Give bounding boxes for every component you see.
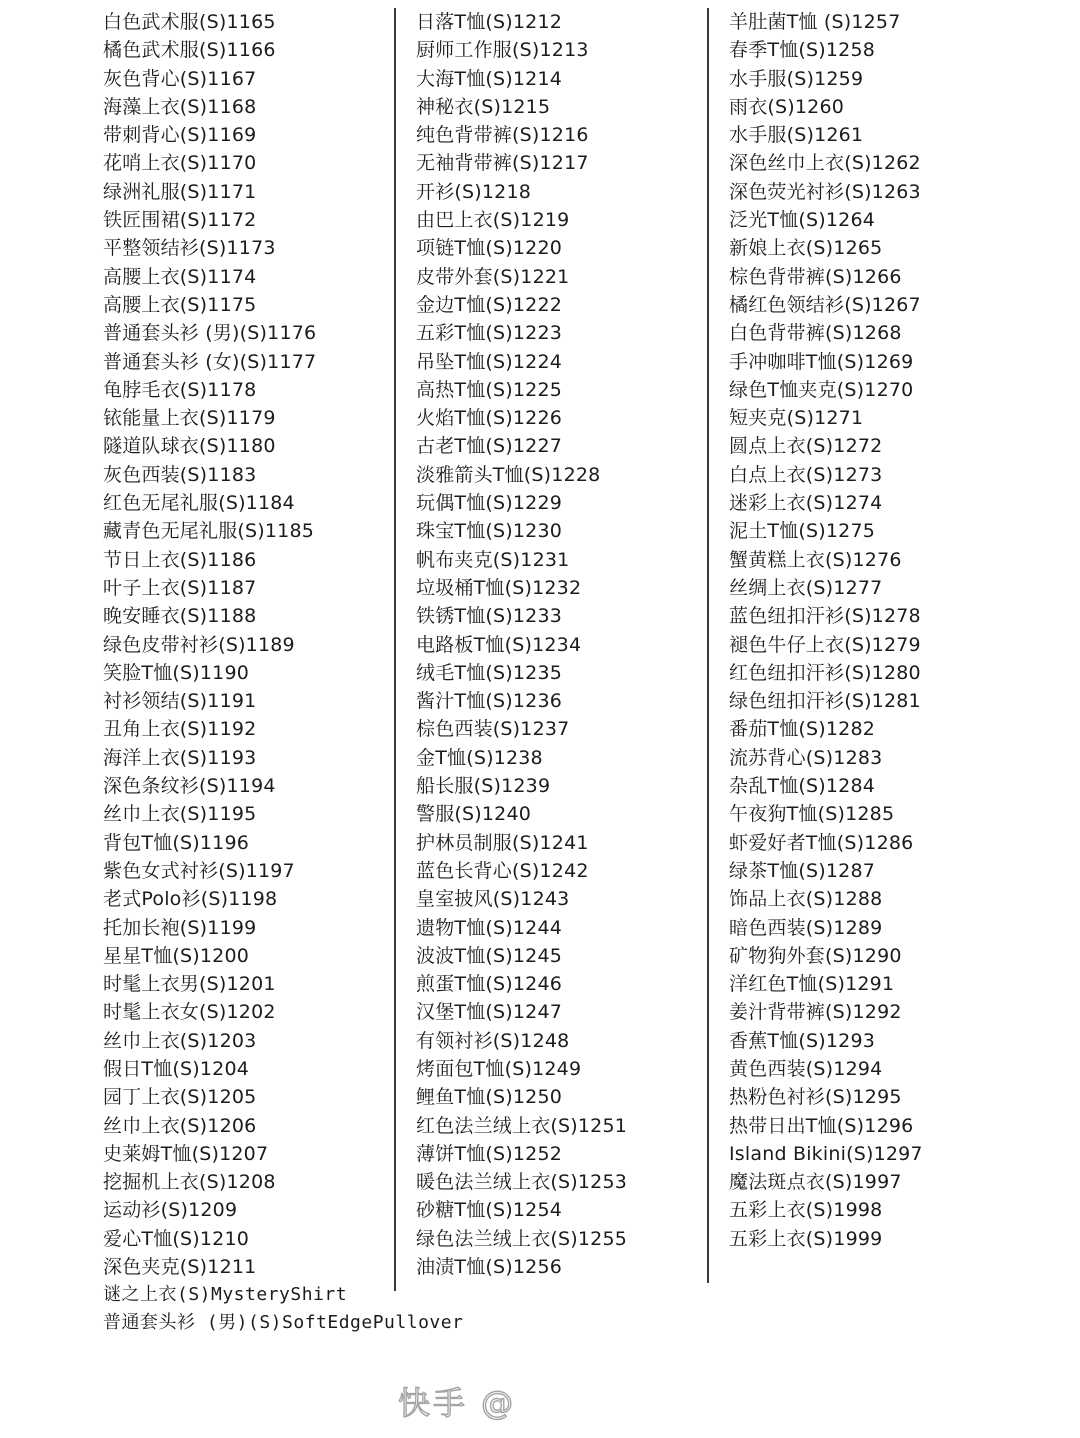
- list-item: 丑角上衣(S)1192: [103, 718, 257, 741]
- list-item: 水手服(S)1261: [729, 124, 864, 147]
- list-item: 绿色纽扣汗衫(S)1281: [729, 690, 921, 713]
- list-item: 星星T恤(S)1200: [103, 944, 250, 967]
- list-item: 平整领结衫(S)1173: [103, 237, 276, 260]
- list-item: 海洋上衣(S)1193: [103, 746, 257, 769]
- list-item: 帆布夹克(S)1231: [416, 548, 570, 571]
- list-item: 魔法斑点衣(S)1997: [729, 1171, 902, 1194]
- extra-items: [103, 1281, 463, 1338]
- list-item: 玩偶T恤(S)1229: [416, 492, 563, 515]
- list-item: 棕色西装(S)1237: [416, 718, 570, 741]
- list-item: 迷彩上衣(S)1274: [729, 492, 883, 515]
- list-item: 高热T恤(S)1225: [416, 378, 563, 401]
- list-item: 吊坠T恤(S)1224: [416, 350, 563, 373]
- list-item: 普通套头衫 (女)(S)1177: [103, 350, 317, 373]
- list-item: 鲤鱼T恤(S)1250: [416, 1086, 563, 1109]
- list-item: 古老T恤(S)1227: [416, 435, 563, 458]
- list-item: 丝绸上衣(S)1277: [729, 576, 883, 599]
- list-item: 圆点上衣(S)1272: [729, 435, 883, 458]
- list-item: 热带日出T恤(S)1296: [729, 1114, 914, 1137]
- list-item: 手冲咖啡T恤(S)1269: [729, 350, 914, 373]
- list-item: 橘色武术服(S)1166: [103, 39, 276, 62]
- list-item: 雨衣(S)1260: [729, 95, 845, 118]
- list-item: 泛光T恤(S)1264: [729, 209, 876, 232]
- list-item-soft-edge-pullover: 普通套头衫 (男)(S)SoftEdgePullover: [103, 1312, 464, 1334]
- list-item: 热粉色衬衫(S)1295: [729, 1086, 902, 1109]
- list-item: 午夜狗T恤(S)1285: [729, 803, 895, 826]
- list-item: 电路板T恤(S)1234: [416, 633, 582, 656]
- list-item: 绿洲礼服(S)1171: [103, 180, 257, 203]
- list-item: 虾爱好者T恤(S)1286: [729, 831, 914, 854]
- list-item: 蟹黄糕上衣(S)1276: [729, 548, 902, 571]
- list-item: 短夹克(S)1271: [729, 407, 864, 430]
- list-item: 托加长袍(S)1199: [103, 916, 257, 939]
- list-item: 带刺背心(S)1169: [103, 124, 257, 147]
- list-item: 龟脖毛衣(S)1178: [103, 378, 257, 401]
- list-item: 遗物T恤(S)1244: [416, 916, 563, 939]
- list-item: 五彩上衣(S)1998: [729, 1199, 883, 1222]
- list-item: 蓝色长背心(S)1242: [416, 859, 589, 882]
- list-item: 绒毛T恤(S)1235: [416, 661, 563, 684]
- list-item: 园丁上衣(S)1205: [103, 1086, 257, 1109]
- list-item: 项链T恤(S)1220: [416, 237, 563, 260]
- list-item: 由巴上衣(S)1219: [416, 209, 570, 232]
- list-item: 节日上衣(S)1186: [103, 548, 257, 571]
- list-item: 白色武术服(S)1165: [103, 11, 276, 33]
- list-item: 叶子上衣(S)1187: [103, 576, 257, 599]
- list-item: 砂糖T恤(S)1254: [416, 1199, 563, 1222]
- list-item: 老式Polo衫(S)1198: [103, 888, 278, 911]
- list-item: 挖掘机上衣(S)1208: [103, 1171, 276, 1194]
- list-item: 姜汁背带裤(S)1292: [729, 1001, 902, 1024]
- shirt-list-column-3: [729, 8, 1039, 1253]
- kuaishou-watermark: 快手 @: [398, 1384, 517, 1422]
- list-item: 白点上衣(S)1273: [729, 463, 883, 486]
- list-item: 暗色西装(S)1289: [729, 916, 883, 939]
- list-item: 红色法兰绒上衣(S)1251: [416, 1114, 628, 1137]
- list-item: 爱心T恤(S)1210: [103, 1227, 250, 1250]
- list-item: 丝巾上衣(S)1203: [103, 1029, 257, 1052]
- list-item: 纯色背带裤(S)1216: [416, 124, 589, 147]
- list-item: 烤面包T恤(S)1249: [416, 1057, 582, 1080]
- list-item: 护林员制服(S)1241: [416, 831, 589, 854]
- list-item: 时髦上衣女(S)1202: [103, 1001, 276, 1024]
- list-item: 假日T恤(S)1204: [103, 1057, 250, 1080]
- list-item: 背包T恤(S)1196: [103, 831, 250, 854]
- list-item: 黄色西装(S)1294: [729, 1057, 883, 1080]
- list-item: 褪色牛仔上衣(S)1279: [729, 633, 921, 656]
- list-item: 高腰上衣(S)1175: [103, 293, 257, 316]
- list-item: 深色丝巾上衣(S)1262: [729, 152, 921, 175]
- list-item: 泥土T恤(S)1275: [729, 520, 876, 543]
- list-item: 藏青色无尾礼服(S)1185: [103, 520, 315, 543]
- list-item: 日落T恤(S)1212: [416, 11, 563, 33]
- list-item: 绿茶T恤(S)1287: [729, 859, 876, 882]
- list-item: 波波T恤(S)1245: [416, 944, 563, 967]
- list-item: 汉堡T恤(S)1247: [416, 1001, 563, 1024]
- list-item: 煎蛋T恤(S)1246: [416, 973, 563, 996]
- list-item: 高腰上衣(S)1174: [103, 265, 257, 288]
- list-item: 暖色法兰绒上衣(S)1253: [416, 1171, 628, 1194]
- column-divider-2: [707, 8, 709, 1283]
- list-item: 花哨上衣(S)1170: [103, 152, 257, 175]
- list-item: 火焰T恤(S)1226: [416, 407, 563, 430]
- list-item: 杂乱T恤(S)1284: [729, 775, 876, 798]
- list-item: 洋红色T恤(S)1291: [729, 973, 895, 996]
- list-item: 番茄T恤(S)1282: [729, 718, 876, 741]
- list-item: 垃圾桶T恤(S)1232: [416, 576, 582, 599]
- list-item: 运动衫(S)1209: [103, 1199, 238, 1222]
- list-item: 铁匠围裙(S)1172: [103, 209, 257, 232]
- list-item: 香蕉T恤(S)1293: [729, 1029, 876, 1052]
- list-item: 淡雅箭头T恤(S)1228: [416, 463, 601, 486]
- list-item: 船长服(S)1239: [416, 775, 551, 798]
- list-item: 史莱姆T恤(S)1207: [103, 1142, 269, 1165]
- list-item: 绿色法兰绒上衣(S)1255: [416, 1227, 628, 1250]
- list-item: 普通套头衫 (男)(S)1176: [103, 322, 317, 345]
- list-item: 神秘衣(S)1215: [416, 95, 551, 118]
- list-item: Island Bikini(S)1297: [729, 1142, 923, 1165]
- list-item: 皇室披风(S)1243: [416, 888, 570, 911]
- list-item: 深色条纹衫(S)1194: [103, 775, 276, 798]
- list-item: 流苏背心(S)1283: [729, 746, 883, 769]
- list-item: 酱汁T恤(S)1236: [416, 690, 563, 713]
- list-item: 丝巾上衣(S)1195: [103, 803, 257, 826]
- list-item: 晚安睡衣(S)1188: [103, 605, 257, 628]
- list-item: 薄饼T恤(S)1252: [416, 1142, 563, 1165]
- list-item: 五彩上衣(S)1999: [729, 1227, 883, 1250]
- list-item: 矿物狗外套(S)1290: [729, 944, 902, 967]
- list-item-mystery-shirt: 谜之上衣(S)MysteryShirt: [103, 1284, 348, 1305]
- shirt-list-column-1: [103, 8, 393, 1281]
- list-item: 铁锈T恤(S)1233: [416, 605, 563, 628]
- list-item: 金T恤(S)1238: [416, 746, 543, 769]
- list-item: 春季T恤(S)1258: [729, 39, 876, 62]
- list-item: 绿色T恤夹克(S)1270: [729, 378, 914, 401]
- list-item: 深色夹克(S)1211: [103, 1256, 257, 1279]
- list-item: 新娘上衣(S)1265: [729, 237, 883, 260]
- list-item: 警服(S)1240: [416, 803, 532, 826]
- list-item: 时髦上衣男(S)1201: [103, 973, 276, 996]
- list-item: 海藻上衣(S)1168: [103, 95, 257, 118]
- list-item: 橘红色领结衫(S)1267: [729, 293, 921, 316]
- list-item: 珠宝T恤(S)1230: [416, 520, 563, 543]
- list-item: 红色无尾礼服(S)1184: [103, 492, 295, 515]
- list-item: 皮带外套(S)1221: [416, 265, 570, 288]
- list-item: 油渍T恤(S)1256: [416, 1256, 563, 1279]
- list-item: 棕色背带裤(S)1266: [729, 265, 902, 288]
- list-item: 金边T恤(S)1222: [416, 293, 563, 316]
- list-item: 饰品上衣(S)1288: [729, 888, 883, 911]
- list-item: 红色纽扣汗衫(S)1280: [729, 661, 921, 684]
- list-item: 隧道队球衣(S)1180: [103, 435, 276, 458]
- list-item: 丝巾上衣(S)1206: [103, 1114, 257, 1137]
- list-item: 无袖背带裤(S)1217: [416, 152, 589, 175]
- list-item: 深色荧光衬衫(S)1263: [729, 180, 921, 203]
- list-item: 铱能量上衣(S)1179: [103, 407, 276, 430]
- list-item: 开衫(S)1218: [416, 180, 532, 203]
- list-item: 笑脸T恤(S)1190: [103, 661, 250, 684]
- list-item: 紫色女式衬衫(S)1197: [103, 859, 295, 882]
- list-item: 灰色西装(S)1183: [103, 463, 257, 486]
- list-item: 厨师工作服(S)1213: [416, 39, 589, 62]
- list-item: 绿色皮带衬衫(S)1189: [103, 633, 295, 656]
- list-item: 灰色背心(S)1167: [103, 67, 257, 90]
- list-item: 蓝色纽扣汗衫(S)1278: [729, 605, 921, 628]
- list-item: 衬衫领结(S)1191: [103, 690, 257, 713]
- column-divider-1: [394, 8, 396, 1291]
- list-item: 五彩T恤(S)1223: [416, 322, 563, 345]
- shirt-list-column-2: [416, 8, 706, 1281]
- list-item: 羊肚菌T恤 (S)1257: [729, 11, 901, 33]
- list-item: 水手服(S)1259: [729, 67, 864, 90]
- list-item: 白色背带裤(S)1268: [729, 322, 902, 345]
- list-item: 有领衬衫(S)1248: [416, 1029, 570, 1052]
- list-item: 大海T恤(S)1214: [416, 67, 563, 90]
